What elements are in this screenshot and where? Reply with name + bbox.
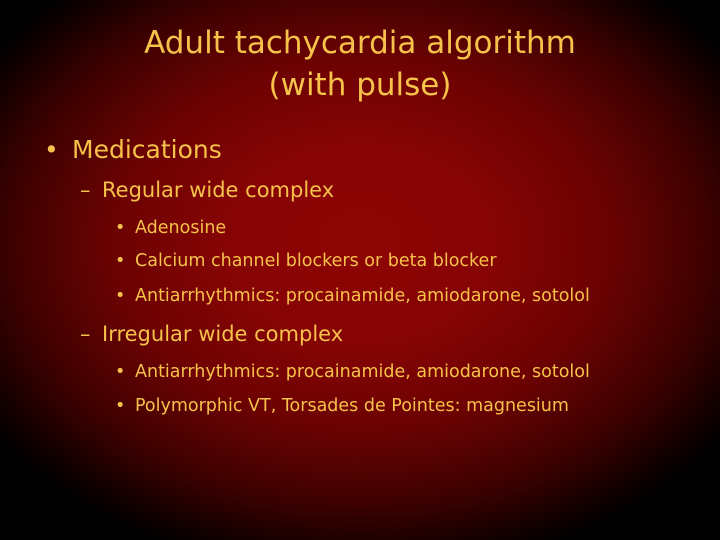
list-item-text: Polymorphic VT, Torsades de Pointes: magnesium: [135, 396, 569, 416]
list-item-text: Adenosine: [135, 218, 227, 238]
slide-title-line-1: Adult tachycardia algorithm: [144, 25, 576, 61]
bullet-dot-icon: •: [115, 251, 126, 271]
sub-bullet-text: Regular wide complex: [102, 178, 335, 202]
bullet-dot-icon: •: [115, 218, 126, 238]
sub-bullet-irregular-wide-complex: [80, 322, 343, 346]
list-item: [115, 396, 569, 416]
list-item-text: Antiarrhythmics: procainamide, amiodarone, sotolol: [135, 286, 590, 306]
bullet-item-medications: [44, 135, 222, 164]
list-item: [115, 286, 590, 306]
list-item-text: Calcium channel blockers or beta blocker: [135, 251, 497, 271]
dash-icon: –: [80, 322, 91, 346]
dash-icon: –: [80, 178, 91, 202]
list-item-text: Antiarrhythmics: procainamide, amiodarone, sotolol: [135, 362, 590, 382]
bullet-text: Medications: [72, 135, 222, 164]
sub-bullet-regular-wide-complex: [80, 178, 334, 202]
list-item: [115, 218, 226, 238]
slide-title-line-2: (with pulse): [268, 67, 452, 103]
bullet-dot-icon: •: [115, 362, 126, 382]
list-item: [115, 362, 590, 382]
bullet-dot-icon: •: [115, 286, 126, 306]
list-item: [115, 251, 497, 271]
bullet-dot-icon: •: [115, 396, 126, 416]
bullet-dot-icon: •: [44, 135, 59, 164]
sub-bullet-text: Irregular wide complex: [102, 322, 344, 346]
